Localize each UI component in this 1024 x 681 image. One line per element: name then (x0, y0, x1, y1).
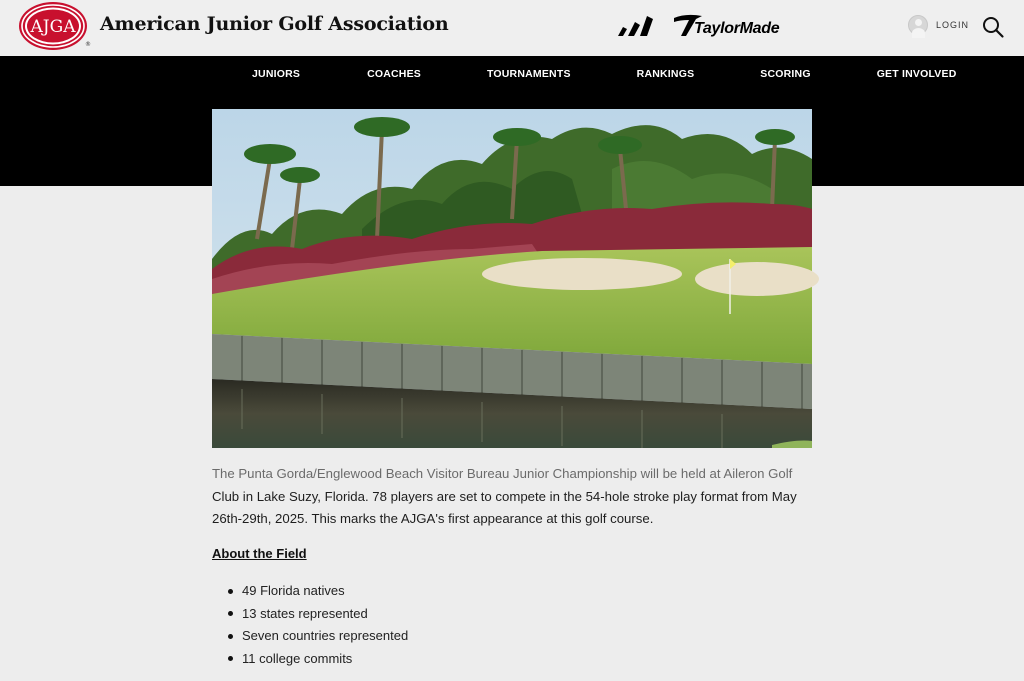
svg-text:AJGA: AJGA (30, 17, 76, 37)
bullet-icon (228, 611, 233, 616)
adidas-logo[interactable] (616, 14, 654, 38)
nav-item-tournaments[interactable]: TOURNAMENTS (486, 68, 571, 80)
article-intro (212, 463, 812, 531)
site-title[interactable]: American Junior Golf Association (100, 13, 449, 35)
list-item: 11 college commits (228, 648, 408, 671)
intro-text-muted: The Punta Gorda/Englewood Beach Visitor Bureau Junior Championship will be held at Aileron Golf (212, 466, 793, 481)
ajga-logo[interactable] (18, 1, 90, 51)
nav-item-scoring[interactable]: SCORING (760, 68, 811, 80)
list-item: Seven countries represented (228, 625, 408, 648)
bullet-icon (228, 656, 233, 661)
search-icon[interactable] (982, 16, 1004, 38)
nav-item-coaches[interactable]: COACHES (367, 68, 421, 80)
nav-item-juniors[interactable]: JUNIORS (252, 68, 301, 80)
nav-item-get-involved[interactable]: GET INVOLVED (876, 68, 957, 80)
svg-text:®: ® (85, 41, 91, 48)
field-list (228, 580, 408, 670)
golf-course-hero-image (212, 109, 812, 448)
about-field-heading: About the Field (212, 546, 307, 561)
article-body (212, 463, 812, 531)
bullet-icon (228, 634, 233, 639)
list-item: 49 Florida natives (228, 580, 408, 603)
user-icon (908, 15, 928, 35)
main-nav (252, 56, 956, 92)
intro-text: Club in Lake Suzy, Florida. 78 players are set to compete in the 54-hole stroke play format from May 26th-29th, 2025. This marks the AJGA's first appearance at this golf course. (212, 488, 797, 526)
site-header (0, 0, 1024, 56)
login-label: LOGIN (936, 20, 970, 30)
list-item: 13 states represented (228, 603, 408, 626)
bullet-icon (228, 589, 233, 594)
taylormade-logo[interactable] (672, 12, 790, 40)
svg-text:TaylorMade: TaylorMade (694, 20, 780, 37)
nav-item-rankings[interactable]: RANKINGS (636, 68, 695, 80)
login-link[interactable] (908, 15, 969, 35)
